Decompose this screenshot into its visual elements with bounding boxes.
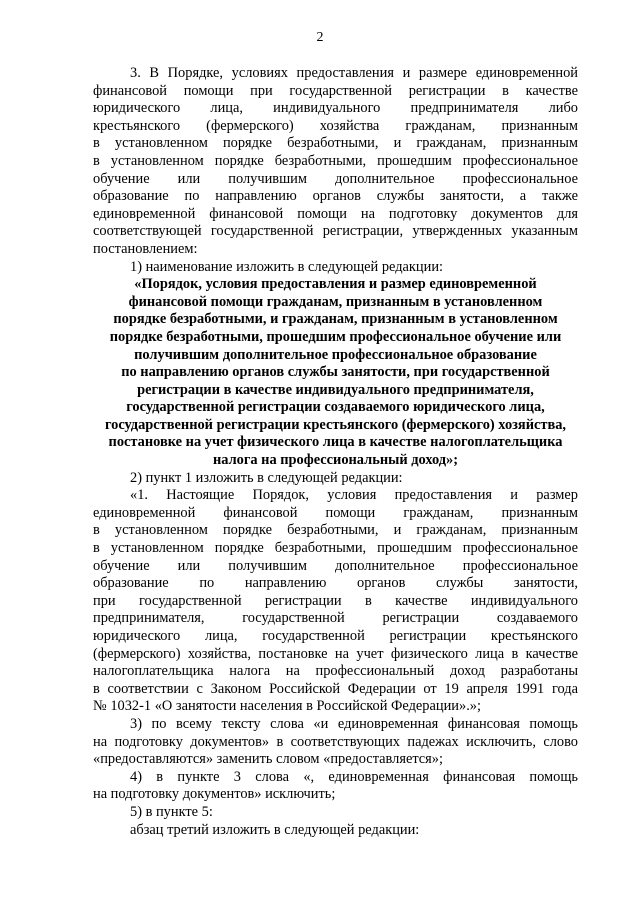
heading-line: государственной регистрации создаваемого юридического лица, [126, 399, 545, 416]
heading-line: получившим дополнительное профессиональное образование [134, 346, 537, 363]
text-line: юридического лица, индивидуального предпринимателя либо [93, 100, 578, 117]
heading-line: по направлению органов службы занятости, при государственной [121, 364, 550, 381]
text-line: соответствующей государственной регистрации, утвержденных указанным [93, 223, 578, 240]
heading-line: финансовой помощи гражданам, признанным в установленном [128, 293, 543, 310]
text-line: 2) пункт 1 изложить в следующей редакции: [130, 469, 403, 486]
text-line: при государственной регистрации в качестве индивидуального [93, 592, 578, 609]
text-line: образование по направлению органов службы занятости, а также [93, 188, 578, 205]
text-line: 4) в пункте 3 слова «, единовременная финансовая помощь [130, 768, 578, 785]
text-line: единовременной финансовой помощи гражданам, признанным [93, 504, 578, 521]
text-line: в соответствии с Законом Российской Федерации от 19 апреля 1991 года [93, 680, 578, 697]
heading-line: порядке безработными, и гражданам, признанным в установленном [113, 311, 558, 328]
text-line: абзац третий изложить в следующей редакции: [130, 821, 420, 838]
document-body [93, 65, 578, 839]
text-line: (фермерского) хозяйства, постановке на учет физического лица в качестве [93, 645, 578, 662]
text-line: 5) в пункте 5: [130, 803, 213, 820]
heading-line: регистрации в качестве индивидуального предпринимателя, [137, 381, 534, 398]
text-line: «предоставляются» заменить словом «предоставляется»; [93, 751, 443, 768]
text-line: 3. В Порядке, условиях предоставления и размере единовременной [130, 65, 578, 81]
heading-line: порядке безработными, прошедшим профессиональное обучение или [109, 328, 562, 345]
text-line: юридического лица, государственной регистрации крестьянского [93, 628, 578, 644]
text-line: на подготовку документов» в соответствующих падежах исключить, слово [93, 733, 578, 750]
page-number: 2 [316, 30, 324, 45]
text-line: № 1032-1 «О занятости населения в Российской Федерации».»; [93, 698, 481, 715]
text-line: в установленном порядке безработными, прошедшим профессиональное [93, 540, 578, 557]
text-line: финансовой помощи при государственной регистрации в качестве [93, 82, 578, 99]
text-line: «1. Настоящие Порядок, условия предоставления и размер [130, 487, 578, 504]
text-line: обучение или получившим дополнительное профессиональное [93, 557, 578, 574]
heading-line: «Порядок, условия предоставления и размер единовременной [134, 276, 537, 293]
text-line: единовременной финансовой помощи на подготовку документов для [93, 205, 578, 222]
text-line: обучение или получившим дополнительное профессиональное [93, 170, 578, 187]
text-line: в установленном порядке безработными, и гражданам, признанным [93, 522, 578, 539]
heading-line: постановке на учет физического лица в качестве налогоплательщика [108, 434, 563, 451]
heading-line: налога на профессиональный доход»; [212, 452, 459, 469]
text-line: в установленном порядке безработными, прошедшим профессиональное [93, 152, 578, 169]
text-line: крестьянского (фермерского) хозяйства гражданам, признанным [93, 117, 578, 134]
text-line: предпринимателя, государственной регистрации создаваемого [93, 610, 578, 627]
text-line: 3) по всему тексту слова «и единовременная финансовая помощь [130, 715, 578, 732]
text-line: на подготовку документов» исключить; [93, 786, 336, 803]
heading-line: государственной регистрации крестьянского (фермерского) хозяйства, [104, 416, 567, 433]
text-line: в установленном порядке безработными, и гражданам, признанным [93, 135, 578, 152]
text-line: налогоплательщика налога на профессиональный доход разработаны [93, 663, 578, 680]
text-line: образование по направлению органов службы занятости, [93, 575, 578, 592]
text-line: 1) наименование изложить в следующей редакции: [130, 258, 444, 275]
text-line: постановлением: [93, 240, 198, 257]
